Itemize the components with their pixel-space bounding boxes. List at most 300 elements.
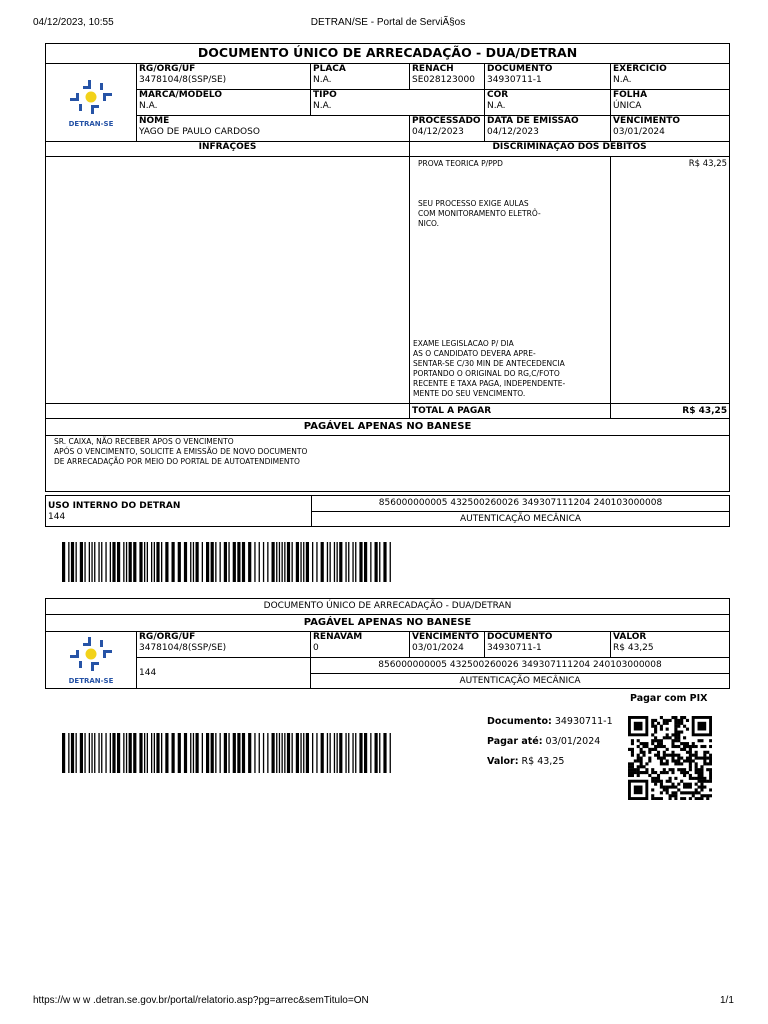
barcode-bar — [71, 542, 74, 582]
qr-module — [709, 780, 712, 783]
qr-module — [654, 739, 657, 742]
qr-module — [651, 719, 654, 722]
qr-module — [666, 722, 669, 725]
qr-module — [651, 725, 654, 728]
qr-module — [703, 759, 706, 762]
qr-module — [700, 797, 703, 800]
qr-module — [700, 757, 703, 760]
barcode-bar — [76, 733, 77, 773]
qr-module — [648, 748, 651, 751]
qr-module — [706, 757, 709, 760]
barcode-bar — [242, 542, 245, 582]
debito-desc: PROVA TEORICA P/PPD — [418, 159, 503, 168]
barcode-bar — [233, 542, 236, 582]
qr-module — [698, 774, 701, 777]
barcode-bar — [276, 542, 277, 582]
qr-module — [651, 748, 654, 751]
pix-title: Pagar com PIX — [630, 693, 708, 704]
stub-renavam-label: RENAVAM — [313, 632, 363, 642]
qr-module — [651, 788, 654, 791]
barcode-bar — [355, 733, 356, 773]
qr-module — [695, 765, 698, 768]
qr-module — [680, 768, 683, 771]
qr-module — [660, 786, 663, 789]
barcode-bar — [334, 733, 335, 773]
qr-module — [660, 759, 663, 762]
qr-module — [695, 768, 698, 771]
barcode-bar — [215, 542, 216, 582]
qr-module — [680, 791, 683, 794]
qr-module — [686, 751, 689, 754]
barcode-bar — [62, 542, 65, 582]
barcode-bar — [364, 542, 367, 582]
barcode-bar — [161, 733, 162, 773]
qr-module — [663, 719, 666, 722]
barcode-bar — [178, 542, 181, 582]
qr-module — [657, 722, 660, 725]
qr-module — [709, 745, 712, 748]
qr-module — [637, 765, 640, 768]
qr-module — [677, 754, 680, 757]
qr-module — [657, 751, 660, 754]
qr-module — [651, 739, 654, 742]
barcode-bar — [282, 542, 283, 582]
folha-value: ÚNICA — [613, 101, 642, 111]
processado-value: 04/12/2023 — [412, 127, 464, 137]
qr-module — [651, 771, 654, 774]
qr-module — [642, 745, 645, 748]
tipo-value: N.A. — [313, 101, 332, 111]
qr-module — [703, 751, 706, 754]
qr-module — [695, 754, 698, 757]
qr-module — [692, 754, 695, 757]
barcode-bar — [184, 733, 187, 773]
qr-module — [689, 768, 692, 771]
qr-module — [674, 730, 677, 733]
barcode-bar — [193, 542, 194, 582]
qr-module — [692, 745, 695, 748]
barcode-bar — [370, 542, 371, 582]
qr-module — [657, 777, 660, 780]
barcode-bar — [292, 542, 293, 582]
barcode-bar — [379, 733, 380, 773]
qr-module — [683, 736, 686, 739]
qr-module — [666, 786, 669, 789]
page-count: 1/1 — [720, 995, 734, 1006]
barcode-bar — [68, 542, 69, 582]
barcode-bar — [355, 542, 356, 582]
vencimento-value: 03/01/2024 — [613, 127, 665, 137]
qr-module — [671, 742, 674, 745]
qr-module — [642, 754, 645, 757]
qr-module — [637, 759, 640, 762]
barcode-bar — [330, 733, 331, 773]
qr-module — [628, 771, 631, 774]
qr-module — [695, 783, 698, 786]
qr-module — [706, 797, 709, 800]
aviso-exame: EXAME LEGISLACAO P/ DIA AS O CANDIDATO DEVERA APRE- SENTAR-SE C/30 MIN DE ANTECEDENCIA PORTANDO O ORIGINAL DO RG,C/FOTO RECENTE E TAXA PAGA, INDEPENDENTE- MENTE DO SEU VENCIMENTO. — [413, 339, 566, 398]
barcode-bar — [306, 733, 309, 773]
barcode-bar — [220, 733, 221, 773]
barcode-bar — [390, 542, 391, 582]
qr-module — [631, 768, 634, 771]
barcode-bar — [84, 733, 85, 773]
barcode-bar — [94, 733, 95, 773]
barcode-bar — [129, 542, 132, 582]
qr-module — [698, 757, 701, 760]
barcode-bar — [379, 542, 380, 582]
qr-module — [671, 751, 674, 754]
barcode-bar — [228, 542, 229, 582]
barcode-bar — [101, 542, 102, 582]
qr-module — [677, 783, 680, 786]
detran-logo-text: DETRAN-SE — [68, 119, 114, 128]
qr-module — [654, 780, 657, 783]
qr-module — [634, 768, 637, 771]
qr-module — [657, 742, 660, 745]
observacoes: SR. CAIXA, NÃO RECEBER APOS O VENCIMENTO APÓS O VENCIMENTO, SOLICITE A EMISSÃO DE NOVO DOCUMENTO DE ARRECADAÇÃO POR MEIO DO PORTAL DE AUTOATENDIMENTO — [54, 437, 308, 466]
qr-module — [689, 791, 692, 794]
qr-module — [631, 762, 634, 765]
barcode-bar — [112, 733, 115, 773]
qr-module — [709, 774, 712, 777]
barcode-bar — [316, 733, 317, 773]
qr-module — [671, 771, 674, 774]
barcode-bar — [300, 733, 301, 773]
rg-value: 3478104/8(SSP/SE) — [139, 75, 227, 85]
barcode-bar — [80, 733, 83, 773]
stub-rg-label: RG/ORG/UF — [139, 632, 196, 642]
qr-module — [677, 722, 680, 725]
barcode-bar — [306, 542, 309, 582]
placa-label: PLACA — [313, 64, 346, 74]
stub-uso-value: 144 — [139, 668, 157, 678]
qr-module — [692, 742, 695, 745]
barcode-bar — [147, 542, 148, 582]
barcode-bar — [330, 542, 331, 582]
qr-module — [680, 722, 683, 725]
qr-module — [654, 725, 657, 728]
barcode-bar — [364, 733, 367, 773]
qr-module — [683, 748, 686, 751]
barcode-bar — [321, 542, 324, 582]
qr-module — [677, 757, 680, 760]
barcode-bar — [156, 542, 159, 582]
stub-rg-value: 3478104/8(SSP/SE) — [139, 643, 227, 653]
barcode-bar — [303, 733, 304, 773]
qr-module — [683, 725, 686, 728]
qr-module — [660, 742, 663, 745]
qr-module — [692, 759, 695, 762]
uso-interno-value: 144 — [48, 512, 66, 522]
dua-title: DOCUMENTO ÚNICO DE ARRECADAÇÃO - DUA/DETRAN — [46, 44, 730, 64]
qr-module — [637, 757, 640, 760]
qr-module — [674, 739, 677, 742]
qr-finder — [698, 722, 707, 731]
qr-module — [674, 722, 677, 725]
qr-module — [677, 733, 680, 736]
qr-module — [674, 794, 677, 797]
pix-qr-code[interactable] — [628, 716, 712, 800]
renach-label: RENACH — [412, 64, 454, 74]
qr-module — [686, 791, 689, 794]
qr-module — [709, 754, 712, 757]
barcode-bar — [272, 733, 275, 773]
qr-module — [674, 736, 677, 739]
qr-module — [674, 791, 677, 794]
barcode-bar — [110, 733, 111, 773]
barcode-bar — [117, 733, 120, 773]
qr-module — [698, 797, 701, 800]
exercicio-label: EXERCÍCIO — [613, 64, 667, 74]
qr-module — [663, 762, 666, 765]
barcode-bar — [375, 733, 378, 773]
qr-module — [640, 771, 643, 774]
stub-logo-text: DETRAN-SE — [68, 677, 114, 685]
cor-value: N.A. — [487, 101, 506, 111]
qr-module — [683, 774, 686, 777]
stub-vencimento-label: VENCIMENTO — [412, 632, 480, 642]
barcode-bar — [117, 542, 120, 582]
qr-module — [706, 780, 709, 783]
qr-module — [651, 722, 654, 725]
barcode-bar — [383, 542, 386, 582]
qr-module — [674, 728, 677, 731]
barcode-bar — [211, 542, 214, 582]
qr-module — [695, 797, 698, 800]
qr-module — [703, 762, 706, 765]
qr-module — [683, 786, 686, 789]
qr-module — [634, 771, 637, 774]
barcode-bar — [279, 542, 280, 582]
debitos-valor-col — [611, 157, 730, 404]
barcode-bar — [263, 733, 264, 773]
qr-module — [637, 774, 640, 777]
qr-module — [634, 759, 637, 762]
barcode-bar — [202, 542, 203, 582]
barcode-bar — [254, 733, 255, 773]
dua-stub-table — [45, 598, 730, 689]
qr-module — [663, 771, 666, 774]
cor-label: COR — [487, 90, 509, 100]
qr-module — [674, 777, 677, 780]
barcode-bar — [334, 542, 335, 582]
barcode-bar — [172, 542, 175, 582]
nome-label: NOME — [139, 116, 170, 126]
qr-module — [674, 786, 677, 789]
barcode-bar — [129, 733, 132, 773]
qr-module — [645, 762, 648, 765]
pix-valor-label: Valor: — [487, 756, 519, 767]
qr-module — [677, 719, 680, 722]
qr-module — [631, 774, 634, 777]
barcode-bar — [202, 733, 203, 773]
barcode-bar — [254, 542, 255, 582]
qr-module — [637, 754, 640, 757]
qr-module — [700, 783, 703, 786]
infracoes-area — [46, 157, 410, 404]
qr-module — [654, 736, 657, 739]
barcode-bar — [123, 542, 124, 582]
barcode-bar — [327, 733, 328, 773]
qr-module — [703, 745, 706, 748]
qr-module — [663, 751, 666, 754]
qr-module — [660, 771, 663, 774]
qr-module — [677, 725, 680, 728]
barcode-bar — [68, 733, 69, 773]
qr-module — [654, 777, 657, 780]
qr-module — [640, 751, 643, 754]
qr-module — [648, 774, 651, 777]
qr-module — [692, 777, 695, 780]
qr-module — [706, 751, 709, 754]
qr-module — [683, 783, 686, 786]
qr-module — [689, 786, 692, 789]
qr-module — [631, 742, 634, 745]
qr-module — [700, 771, 703, 774]
qr-module — [706, 762, 709, 765]
qr-module — [700, 788, 703, 791]
qr-module — [671, 759, 674, 762]
qr-module — [703, 786, 706, 789]
qr-module — [660, 783, 663, 786]
qr-module — [645, 745, 648, 748]
page-title: DETRAN/SE - Portal de ServiÃ§os — [310, 17, 466, 28]
pix-pagar-value: 03/01/2024 — [545, 736, 601, 747]
qr-module — [683, 716, 686, 719]
stub-linha-digitavel: 856000000005 432500260026 349307111204 240103000008 — [378, 660, 662, 670]
barcode-bar — [161, 542, 162, 582]
barcode-bar — [133, 542, 136, 582]
barcode-bar — [84, 542, 85, 582]
stub-valor-value: R$ 43,25 — [613, 643, 654, 653]
aviso-monitoramento: SEU PROCESSO EXIGE AULAS COM MONITORAMENTO ELETRÔ- NICO. — [418, 199, 541, 228]
qr-module — [695, 771, 698, 774]
page-url: https://w w w .detran.se.gov.br/portal/relatorio.asp?pg=arrec&semTitulo=ON — [33, 995, 369, 1006]
qr-module — [666, 771, 669, 774]
discriminacao-header: DISCRIMINAÇÃO DOS DÉBITOS — [410, 142, 730, 157]
barcode-bar — [147, 733, 148, 773]
qr-module — [669, 719, 672, 722]
barcode-bar — [279, 733, 280, 773]
qr-module — [709, 794, 712, 797]
qr-module — [654, 771, 657, 774]
barcode-bar — [242, 733, 245, 773]
qr-module — [654, 728, 657, 731]
linha-digitavel: 856000000005 432500260026 349307111204 240103000008 — [378, 498, 663, 508]
qr-module — [663, 722, 666, 725]
qr-module — [689, 765, 692, 768]
barcode-bar — [112, 542, 115, 582]
qr-module — [657, 774, 660, 777]
qr-module — [686, 783, 689, 786]
qr-module — [660, 739, 663, 742]
qr-module — [703, 757, 706, 760]
qr-module — [689, 777, 692, 780]
qr-module — [654, 745, 657, 748]
qr-module — [680, 780, 683, 783]
qr-module — [683, 745, 686, 748]
qr-module — [642, 771, 645, 774]
qr-module — [657, 754, 660, 757]
qr-module — [689, 751, 692, 754]
qr-module — [660, 728, 663, 731]
barcode-bar — [126, 733, 127, 773]
qr-module — [680, 719, 683, 722]
qr-module — [689, 797, 692, 800]
barcode-bar — [352, 542, 353, 582]
barcode-bar — [267, 542, 268, 582]
qr-module — [671, 791, 674, 794]
barcode-bar — [263, 542, 264, 582]
barcode-bar — [71, 733, 74, 773]
barcode-bar — [287, 733, 290, 773]
barcode-bar — [352, 733, 353, 773]
barcode-bar — [248, 733, 251, 773]
barcode-bar — [105, 733, 106, 773]
pix-documento-value: 34930711-1 — [554, 716, 613, 727]
documento-value: 34930711-1 — [487, 75, 542, 85]
qr-module — [700, 774, 703, 777]
detran-logo-icon — [68, 78, 114, 116]
qr-module — [698, 768, 701, 771]
qr-module — [666, 762, 669, 765]
qr-module — [703, 794, 706, 797]
qr-module — [651, 780, 654, 783]
qr-module — [698, 777, 701, 780]
barcode-bar — [228, 733, 229, 773]
barcode-bar — [206, 542, 209, 582]
qr-module — [645, 771, 648, 774]
qr-module — [637, 739, 640, 742]
qr-module — [666, 754, 669, 757]
barcode-bar — [259, 733, 260, 773]
qr-module — [631, 748, 634, 751]
qr-module — [680, 757, 683, 760]
qr-module — [660, 745, 663, 748]
barcode-bar — [196, 542, 199, 582]
qr-module — [683, 759, 686, 762]
qr-module — [640, 748, 643, 751]
barcode-bar — [300, 542, 301, 582]
qr-module — [692, 794, 695, 797]
qr-module — [689, 748, 692, 751]
qr-module — [677, 768, 680, 771]
renach-value: SE028123000 — [412, 75, 475, 85]
folha-label: FOLHA — [613, 90, 648, 100]
qr-module — [640, 742, 643, 745]
qr-module — [698, 786, 701, 789]
qr-module — [640, 762, 643, 765]
qr-module — [677, 759, 680, 762]
autenticacao-mecanica: AUTENTICAÇÃO MECÂNICA — [459, 514, 582, 524]
barcode-bar — [190, 733, 191, 773]
qr-module — [669, 797, 672, 800]
stub-renavam-value: 0 — [313, 643, 319, 653]
barcode-bar — [337, 733, 338, 773]
qr-module — [706, 768, 709, 771]
qr-module — [686, 728, 689, 731]
qr-module — [645, 742, 648, 745]
qr-module — [700, 768, 703, 771]
vencimento-label: VENCIMENTO — [613, 116, 681, 126]
barcode-bar — [76, 542, 77, 582]
qr-module — [695, 791, 698, 794]
barcode-bar — [233, 733, 236, 773]
qr-module — [669, 786, 672, 789]
stub-vencimento-value: 03/01/2024 — [412, 643, 464, 653]
qr-module — [683, 742, 686, 745]
